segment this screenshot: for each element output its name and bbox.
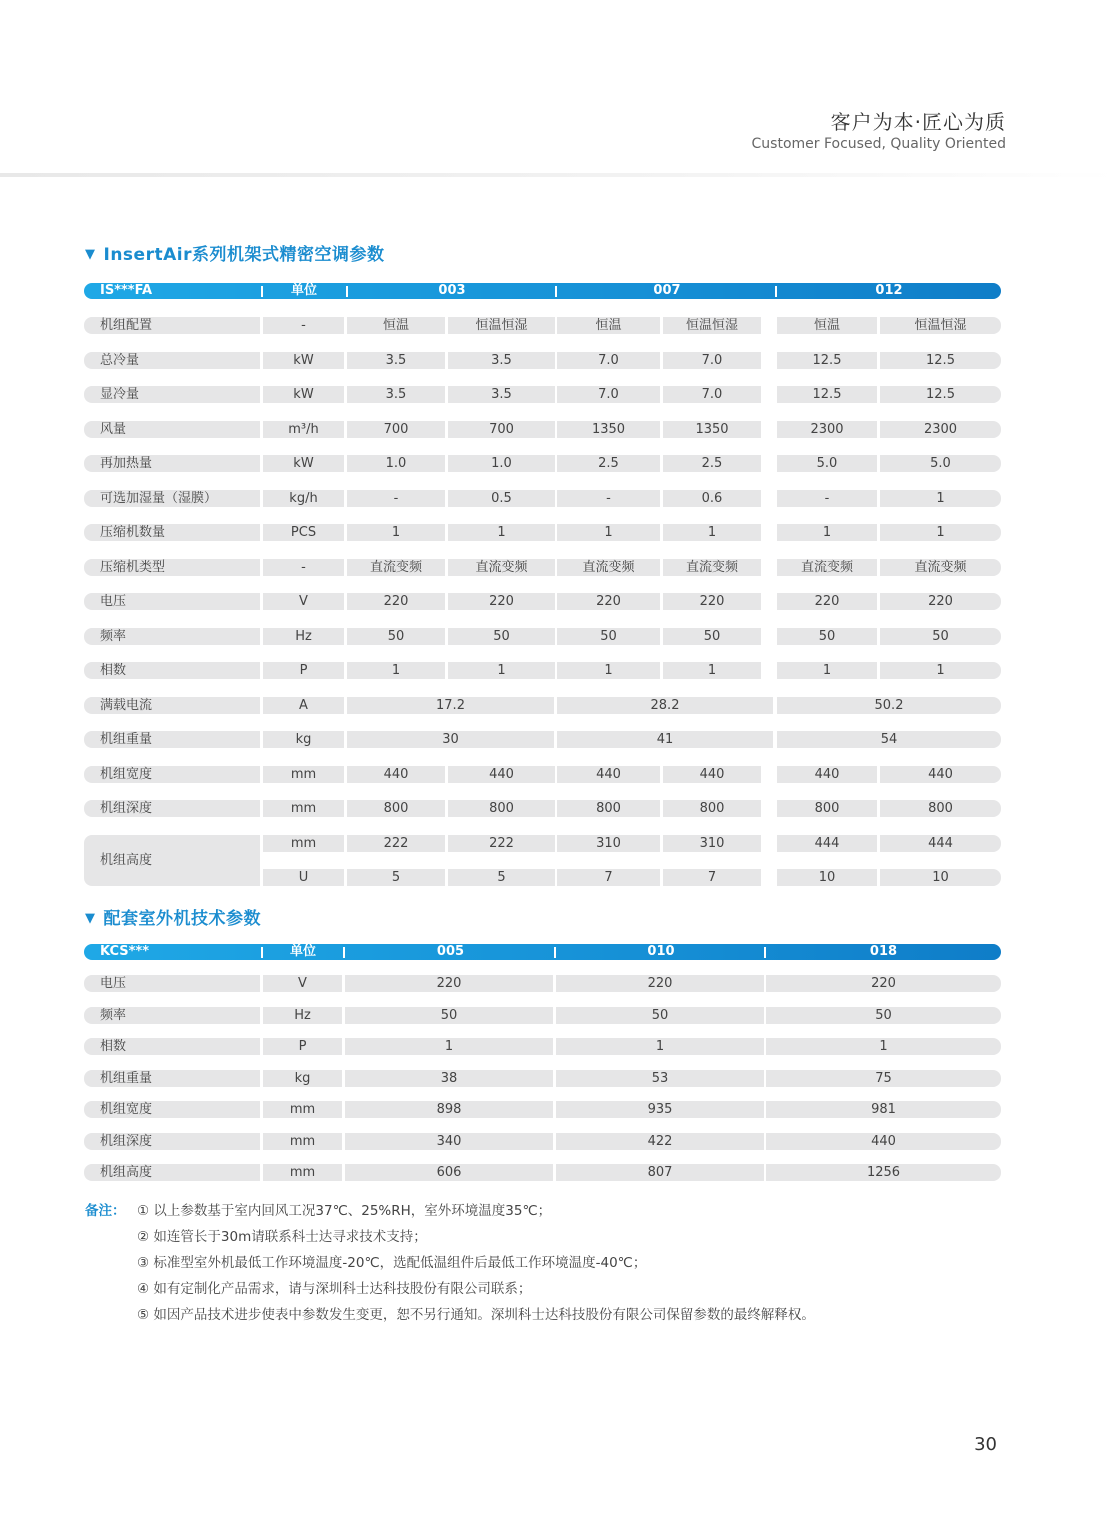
- table-cell: 340: [345, 1133, 553, 1150]
- header-separator: [764, 947, 766, 958]
- table-cell: 75: [766, 1070, 1001, 1087]
- table-cell: 30: [347, 731, 554, 748]
- row-unit: mm: [263, 835, 344, 852]
- triangle-down-icon: ▼: [85, 911, 96, 926]
- row-label: 机组重量: [84, 731, 260, 748]
- table-cell: 1: [777, 662, 877, 679]
- row-unit: PCS: [263, 524, 344, 541]
- table-cell: 1: [557, 524, 660, 541]
- section1-title-text: InsertAir系列机架式精密空调参数: [103, 245, 385, 265]
- row-unit: P: [263, 1038, 342, 1055]
- table-cell: 恒温恒湿: [448, 317, 555, 334]
- row-label: 再加热量: [84, 455, 260, 472]
- table-cell: 310: [557, 835, 660, 852]
- row-unit: Hz: [263, 1007, 342, 1024]
- table-cell: 恒温: [557, 317, 660, 334]
- row-label: 频率: [84, 1007, 260, 1024]
- table-cell: 恒温: [777, 317, 877, 334]
- table-cell: 220: [448, 593, 555, 610]
- table-cell: 12.5: [777, 352, 877, 369]
- row-unit: m³/h: [263, 421, 344, 438]
- table-cell: 220: [345, 975, 553, 992]
- table-cell: 7.0: [663, 386, 761, 403]
- table-cell: 898: [345, 1101, 553, 1118]
- table-cell: 7: [663, 869, 761, 886]
- row-label: 机组高度: [84, 1164, 260, 1181]
- table-cell: 12.5: [880, 352, 1001, 369]
- table-cell: 10: [880, 869, 1001, 886]
- table-row: [84, 662, 1001, 679]
- row-unit: mm: [263, 1101, 342, 1118]
- row-unit: mm: [263, 800, 344, 817]
- table-cell: 444: [777, 835, 877, 852]
- row-unit: -: [263, 559, 344, 576]
- table-cell: 3.5: [448, 352, 555, 369]
- notes-label: 备注：: [85, 1203, 126, 1219]
- row-unit: -: [263, 317, 344, 334]
- table-cell: 1350: [663, 421, 761, 438]
- table-cell: 50: [448, 628, 555, 645]
- header-cell: IS***FA: [100, 283, 153, 298]
- table-cell: 1: [347, 662, 445, 679]
- table-row: [84, 317, 1001, 334]
- table-row: [84, 1101, 1001, 1118]
- row-label: 机组深度: [84, 800, 260, 817]
- table-cell: 直流变频: [663, 559, 761, 576]
- row-label: 机组高度: [84, 835, 260, 886]
- table-cell: 50: [880, 628, 1001, 645]
- section1-title: [85, 240, 384, 265]
- table-cell: -: [347, 490, 445, 507]
- table-cell: 直流变频: [448, 559, 555, 576]
- table-cell: 440: [448, 766, 555, 783]
- table-row: [84, 559, 1001, 576]
- row-unit: kg: [263, 731, 344, 748]
- table-row: [84, 1007, 1001, 1024]
- header-divider: [0, 173, 1118, 177]
- table-cell: 440: [766, 1133, 1001, 1150]
- row-unit: kW: [263, 455, 344, 472]
- row-label: 机组深度: [84, 1133, 260, 1150]
- header-cell: 003: [438, 283, 466, 298]
- table-cell: 1: [557, 662, 660, 679]
- row-unit: kg: [263, 1070, 342, 1087]
- table-cell: 1: [663, 524, 761, 541]
- table-cell: 440: [557, 766, 660, 783]
- note-item: ④ 如有定制化产品需求，请与深圳科士达科技股份有限公司联系；: [137, 1281, 532, 1297]
- note-item: ⑤ 如因产品技术进步使表中参数发生变更，恕不另行通知。深圳科士达科技股份有限公司保留参数的最终解释权。: [137, 1307, 815, 1323]
- table-row: [84, 386, 1001, 403]
- table-cell: 1.0: [448, 455, 555, 472]
- table-cell: 981: [766, 1101, 1001, 1118]
- table-cell: 800: [777, 800, 877, 817]
- table-cell: 50: [663, 628, 761, 645]
- table-cell: 0.6: [663, 490, 761, 507]
- table-cell: 800: [347, 800, 445, 817]
- row-label: 相数: [84, 662, 260, 679]
- row-label: 满载电流: [84, 697, 260, 714]
- table-cell: 直流变频: [557, 559, 660, 576]
- row-label: 机组宽度: [84, 766, 260, 783]
- section2-title-text: 配套室外机技术参数: [103, 909, 261, 929]
- table-cell: 1: [777, 524, 877, 541]
- header-cell: 012: [875, 283, 903, 298]
- row-unit: mm: [263, 766, 344, 783]
- row-label: 压缩机数量: [84, 524, 260, 541]
- table-cell: -: [777, 490, 877, 507]
- table-row: [84, 455, 1001, 472]
- table-cell: 50: [766, 1007, 1001, 1024]
- table-cell: 恒温恒湿: [880, 317, 1001, 334]
- table-cell: -: [557, 490, 660, 507]
- table-cell: 220: [663, 593, 761, 610]
- table-cell: 2300: [777, 421, 877, 438]
- header-cell: 005: [436, 944, 465, 959]
- row-label: 显冷量: [84, 386, 260, 403]
- row-label: 相数: [84, 1038, 260, 1055]
- header-cell: 010: [647, 944, 675, 959]
- note-item: ② 如连管长于30m请联系科士达寻求技术支持；: [137, 1229, 427, 1245]
- row-unit: kW: [263, 386, 344, 403]
- table-cell: 1: [347, 524, 445, 541]
- table-cell: 1: [880, 524, 1001, 541]
- header-separator: [346, 286, 348, 297]
- row-label: 机组重量: [84, 1070, 260, 1087]
- table-cell: 1: [663, 662, 761, 679]
- row-label: 总冷量: [84, 352, 260, 369]
- row-unit: Hz: [263, 628, 344, 645]
- table-cell: 800: [448, 800, 555, 817]
- table-cell: 1: [345, 1038, 553, 1055]
- row-label: 电压: [84, 593, 260, 610]
- table-cell: 220: [766, 975, 1001, 992]
- table-cell: 直流变频: [777, 559, 877, 576]
- table-cell: 1: [880, 662, 1001, 679]
- table-row: [84, 1133, 1001, 1150]
- table-cell: 41: [557, 731, 773, 748]
- table-cell: 440: [880, 766, 1001, 783]
- table-cell: 1256: [766, 1164, 1001, 1181]
- table-cell: 5.0: [777, 455, 877, 472]
- row-unit: kg/h: [263, 490, 344, 507]
- table-row: [84, 697, 1001, 714]
- table-cell: 606: [345, 1164, 553, 1181]
- table-cell: 440: [347, 766, 445, 783]
- header-separator: [261, 286, 263, 297]
- table-row: [84, 1070, 1001, 1087]
- table-cell: 5.0: [880, 455, 1001, 472]
- table-cell: 50: [777, 628, 877, 645]
- table-cell: 800: [663, 800, 761, 817]
- table-cell: 50: [557, 628, 660, 645]
- header-cell: 单位: [290, 283, 317, 298]
- table-cell: 1: [556, 1038, 764, 1055]
- table-cell: 222: [347, 835, 445, 852]
- table-cell: 50: [345, 1007, 553, 1024]
- table-cell: 7.0: [557, 386, 660, 403]
- table-cell: 2.5: [663, 455, 761, 472]
- row-label: 频率: [84, 628, 260, 645]
- table-row: [84, 490, 1001, 507]
- table-row: [84, 869, 1001, 886]
- row-unit: U: [263, 869, 344, 886]
- table-header: [84, 944, 1001, 960]
- table-cell: 1: [766, 1038, 1001, 1055]
- table-row: [84, 628, 1001, 645]
- row-label: 可选加湿量（湿膜）: [84, 490, 260, 507]
- header-separator: [261, 947, 263, 958]
- page-number: 30: [974, 1434, 997, 1455]
- table-cell: 1.0: [347, 455, 445, 472]
- table-cell: 53: [556, 1070, 764, 1087]
- table-cell: 7.0: [663, 352, 761, 369]
- table-cell: 700: [448, 421, 555, 438]
- table-cell: 700: [347, 421, 445, 438]
- table-cell: 3.5: [347, 352, 445, 369]
- table-cell: 12.5: [777, 386, 877, 403]
- table-row: [84, 524, 1001, 541]
- table-cell: 3.5: [448, 386, 555, 403]
- row-label: 风量: [84, 421, 260, 438]
- table-cell: 935: [556, 1101, 764, 1118]
- row-unit: mm: [263, 1164, 342, 1181]
- table-cell: 807: [556, 1164, 764, 1181]
- table-cell: 3.5: [347, 386, 445, 403]
- row-unit: P: [263, 662, 344, 679]
- table-cell: 310: [663, 835, 761, 852]
- table-cell: 28.2: [557, 697, 773, 714]
- header-cell: 单位: [289, 944, 316, 959]
- row-label: 电压: [84, 975, 260, 992]
- table-cell: 0.5: [448, 490, 555, 507]
- table-cell: 440: [777, 766, 877, 783]
- table-cell: 444: [880, 835, 1001, 852]
- row-unit: A: [263, 697, 344, 714]
- header-title-en: Customer Focused, Quality Oriented: [751, 136, 1006, 152]
- note-item: ① 以上参数基于室内回风工况37℃、25%RH，室外环境温度35℃；: [137, 1203, 552, 1219]
- header-cell: 018: [869, 944, 898, 959]
- table-cell: 直流变频: [347, 559, 445, 576]
- table-cell: 10: [777, 869, 877, 886]
- table-cell: 2300: [880, 421, 1001, 438]
- table-row: [84, 800, 1001, 817]
- table-cell: 220: [347, 593, 445, 610]
- table-cell: 220: [557, 593, 660, 610]
- triangle-down-icon: ▼: [85, 247, 96, 262]
- table-cell: 50: [347, 628, 445, 645]
- table-cell: 恒温恒湿: [663, 317, 761, 334]
- table-cell: 38: [345, 1070, 553, 1087]
- table-cell: 5: [347, 869, 445, 886]
- table-cell: 440: [663, 766, 761, 783]
- table-row: [84, 731, 1001, 748]
- table-cell: 1: [880, 490, 1001, 507]
- table-row: [84, 1038, 1001, 1055]
- row-unit: kW: [263, 352, 344, 369]
- table-cell: 恒温: [347, 317, 445, 334]
- table-cell: 50.2: [777, 697, 1001, 714]
- header-separator: [554, 947, 556, 958]
- header-separator: [343, 947, 345, 958]
- header-separator: [775, 286, 777, 297]
- note-item: ③ 标准型室外机最低工作环境温度-20℃，选配低温组件后最低工作环境温度-40℃；: [137, 1255, 647, 1271]
- table-cell: 800: [557, 800, 660, 817]
- table-cell: 54: [777, 731, 1001, 748]
- table-cell: 220: [777, 593, 877, 610]
- table-cell: 7.0: [557, 352, 660, 369]
- header-cell: 007: [653, 283, 681, 298]
- row-label: 机组宽度: [84, 1101, 260, 1118]
- table-cell: 50: [556, 1007, 764, 1024]
- row-label: 机组配置: [84, 317, 260, 334]
- table-cell: 1350: [557, 421, 660, 438]
- row-unit: mm: [263, 1133, 342, 1150]
- table-cell: 17.2: [347, 697, 554, 714]
- table-cell: 12.5: [880, 386, 1001, 403]
- table-row: [84, 766, 1001, 783]
- row-label: 压缩机类型: [84, 559, 260, 576]
- section2-title: [85, 904, 261, 929]
- table-cell: 222: [448, 835, 555, 852]
- table-row: [84, 975, 1001, 992]
- row-unit: V: [263, 593, 344, 610]
- header-separator: [555, 286, 557, 297]
- table-header: [84, 283, 1001, 299]
- table-cell: 800: [880, 800, 1001, 817]
- header-cell: KCS***: [100, 944, 150, 959]
- table-row: [84, 421, 1001, 438]
- table-cell: 220: [556, 975, 764, 992]
- table-cell: 直流变频: [880, 559, 1001, 576]
- table-row: [84, 352, 1001, 369]
- table-cell: 1: [448, 524, 555, 541]
- table-cell: 422: [556, 1133, 764, 1150]
- table-row: [84, 593, 1001, 610]
- table-row: [84, 1164, 1001, 1181]
- row-unit: V: [263, 975, 342, 992]
- table-cell: 220: [880, 593, 1001, 610]
- table-cell: 7: [557, 869, 660, 886]
- table-row: [84, 835, 1001, 852]
- table-cell: 1: [448, 662, 555, 679]
- header-title-cn: 客户为本·匠心为质: [830, 110, 1006, 134]
- table-cell: 5: [448, 869, 555, 886]
- table-cell: 2.5: [557, 455, 660, 472]
